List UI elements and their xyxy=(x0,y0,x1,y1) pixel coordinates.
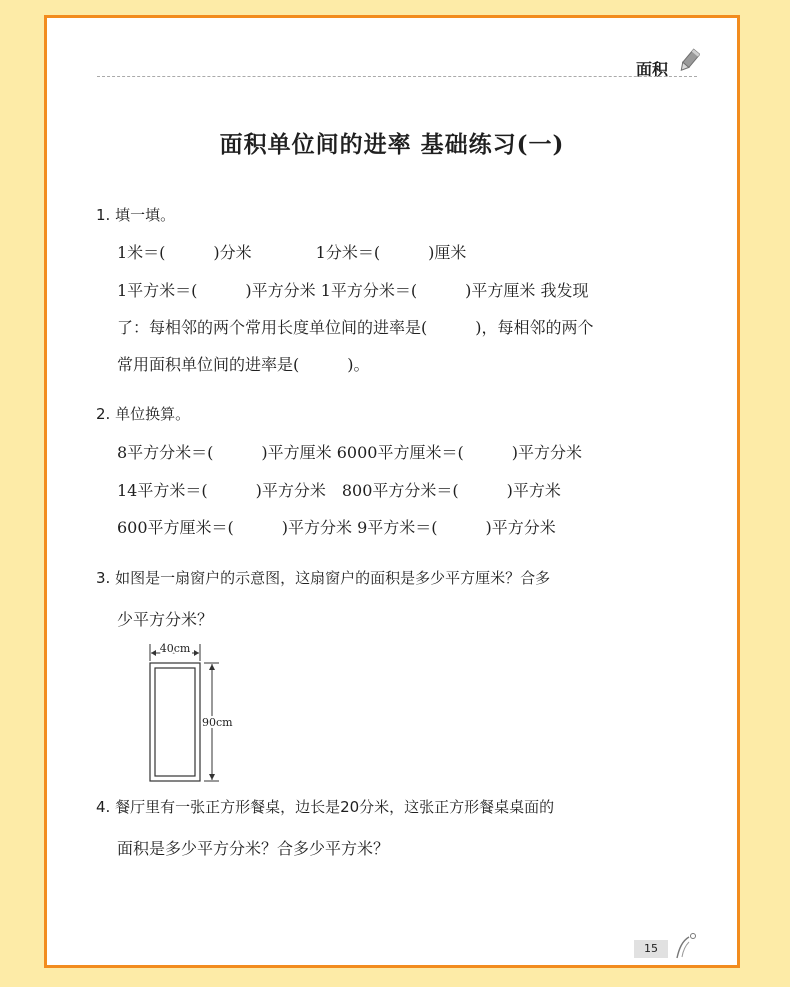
width-label: 40cm xyxy=(159,642,191,655)
question-2-line: 600平方厘米＝( )平方分米 9平方米＝( )平方分米 xyxy=(117,518,556,537)
question-2-heading: 2. 单位换算。 xyxy=(96,405,191,423)
question-1-line: 了：每相邻的两个常用长度单位间的进率是( )，每相邻的两个 xyxy=(117,318,594,337)
height-label: 90cm xyxy=(202,716,233,729)
page-number: 15 xyxy=(634,940,668,958)
question-4-line: 面积是多少平方分米？合多少平方米？ xyxy=(117,839,390,858)
question-1-line: 1平方米＝( )平方分米 1平方分米＝( )平方厘米 我发现 xyxy=(117,281,589,300)
question-2-line: 14平方米＝( )平方分米 800平方分米＝( )平方米 xyxy=(117,481,561,500)
question-3-heading: 3. 如图是一扇窗户的示意图，这扇窗户的面积是多少平方厘米？合多 xyxy=(96,569,551,587)
question-4-heading: 4. 餐厅里有一张正方形餐桌，边长是20分米，这张正方形餐桌桌面的 xyxy=(96,798,555,816)
pencil-icon xyxy=(678,48,700,74)
worksheet-page xyxy=(44,15,740,968)
question-1-line: 常用面积单位间的进率是( )。 xyxy=(117,355,370,374)
swirl-ornament-icon xyxy=(673,931,699,961)
section-header: 面积 xyxy=(636,60,669,79)
window-diagram xyxy=(145,640,245,785)
header-divider xyxy=(97,76,697,77)
question-1-heading: 1. 填一填。 xyxy=(96,206,176,224)
page-title: 面积单位间的进率 基础练习(一) xyxy=(219,131,565,158)
question-3-line: 少平方分米？ xyxy=(117,610,214,629)
question-2-line: 8平方分米＝( )平方厘米 6000平方厘米＝( )平方分米 xyxy=(117,443,582,462)
question-1-line: 1米＝( )分米 1分米＝( )厘米 xyxy=(117,243,467,262)
